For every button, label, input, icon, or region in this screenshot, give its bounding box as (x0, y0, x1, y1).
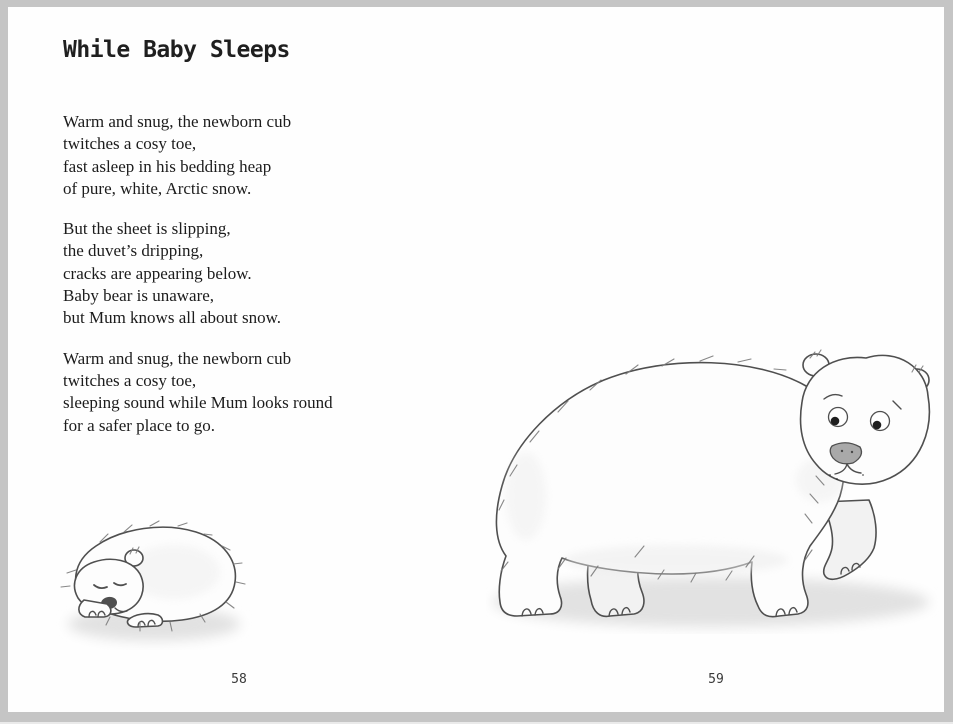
poem-line: Warm and snug, the newborn cub (63, 348, 292, 368)
poem-line: Warm and snug, the newborn cub (63, 112, 292, 131)
poem-line: fast asleep in his bedding heap (63, 156, 272, 176)
page-number-left: 58 (231, 672, 247, 687)
poem-stanza-3 (63, 348, 413, 437)
poem-line: sleeping sound while Mum looks round (63, 393, 333, 413)
poem-line: Baby bear is unaware, (63, 286, 215, 306)
poem-line: cracks are appearing below. (63, 263, 252, 283)
poem-line: of pure, white, Arctic snow. (63, 178, 252, 198)
poem-line: But the sheet is slipping, (63, 219, 231, 239)
poem-body (63, 111, 413, 455)
poem-title: While Baby Sleeps (63, 37, 290, 63)
page-number-right: 59 (708, 672, 724, 687)
poem-line: but Mum knows all about snow. (63, 308, 282, 328)
poem-stanza-2 (63, 218, 413, 329)
poem-line: the duvet’s dripping, (63, 241, 204, 261)
poem-stanza-1 (63, 111, 413, 200)
poem-line: for a safer place to go. (63, 415, 215, 435)
cub-illustration (52, 514, 256, 650)
poem-line: twitches a cosy toe, (63, 134, 197, 154)
book-page-area (8, 7, 944, 712)
mother-bear-illustration (486, 344, 948, 634)
poem-line: twitches a cosy toe, (63, 370, 197, 390)
